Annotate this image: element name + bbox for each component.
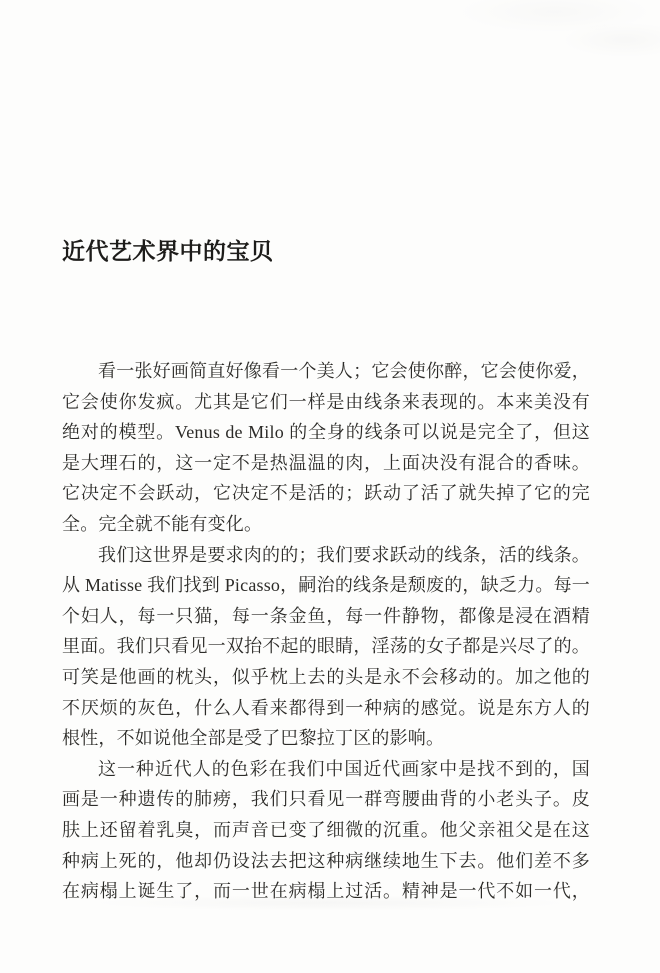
text-line: 绝对的模型。Venus de Milo 的全身的线条可以说是完全了，但这 [62, 422, 590, 443]
text-line: 是大理石的，这一定不是热温温的肉，上面决没有混合的香味。 [62, 452, 590, 473]
page-title: 近代艺术界中的宝贝 [62, 239, 274, 264]
paragraph-3 [62, 754, 590, 907]
body-text [62, 356, 590, 907]
text-line: 不厌烦的灰色，什么人看来都得到一种病的感觉。说是东方人的 [62, 697, 590, 718]
text-line: 里面。我们只看见一双抬不起的眼睛，淫荡的女子都是兴尽了的。 [62, 636, 590, 657]
text-line: 画是一种遗传的肺痨，我们只看见一群弯腰曲背的小老头子。皮 [62, 789, 590, 810]
text-line: 这一种近代人的色彩在我们中国近代画家中是找不到的，国 [98, 758, 590, 779]
text-line: 个妇人，每一只猫，每一条金鱼，每一件静物，都像是浸在酒精 [62, 605, 590, 626]
paragraph-2 [62, 540, 590, 754]
text-line: 我们这世界是要求肉的的；我们要求跃动的线条，活的线条。 [98, 544, 590, 565]
text-line: 种病上死的，他却仍设法去把这种病继续地生下去。他们差不多 [62, 850, 590, 871]
text-line: 它会使你发疯。尤其是它们一样是由线条来表现的。本来美没有 [62, 391, 590, 412]
text-line: 全。完全就不能有变化。 [62, 513, 263, 534]
text-line: 看一张好画简直好像看一个美人；它会使你醉，它会使你爱， [98, 361, 590, 381]
text-line: 它决定不会跃动，它决定不是活的；跃动了活了就失掉了它的完 [62, 483, 590, 504]
text-line: 肤上还留着乳臭，而声音已变了细微的沉重。他父亲祖父是在这 [62, 819, 590, 840]
text-line: 从 Matisse 我们找到 Picasso，嗣治的线条是颓废的，缺乏力。每一 [62, 575, 590, 596]
text-line: 根性，不如说他全部是受了巴黎拉丁区的影响。 [62, 728, 445, 749]
paragraph-1 [62, 356, 590, 540]
text-line: 可笑是他画的枕头，似乎枕上去的头是永不会移动的。加之他的 [62, 666, 590, 687]
text-line: 在病榻上诞生了，而一世在病榻上过活。精神是一代不如一代， [62, 881, 590, 902]
